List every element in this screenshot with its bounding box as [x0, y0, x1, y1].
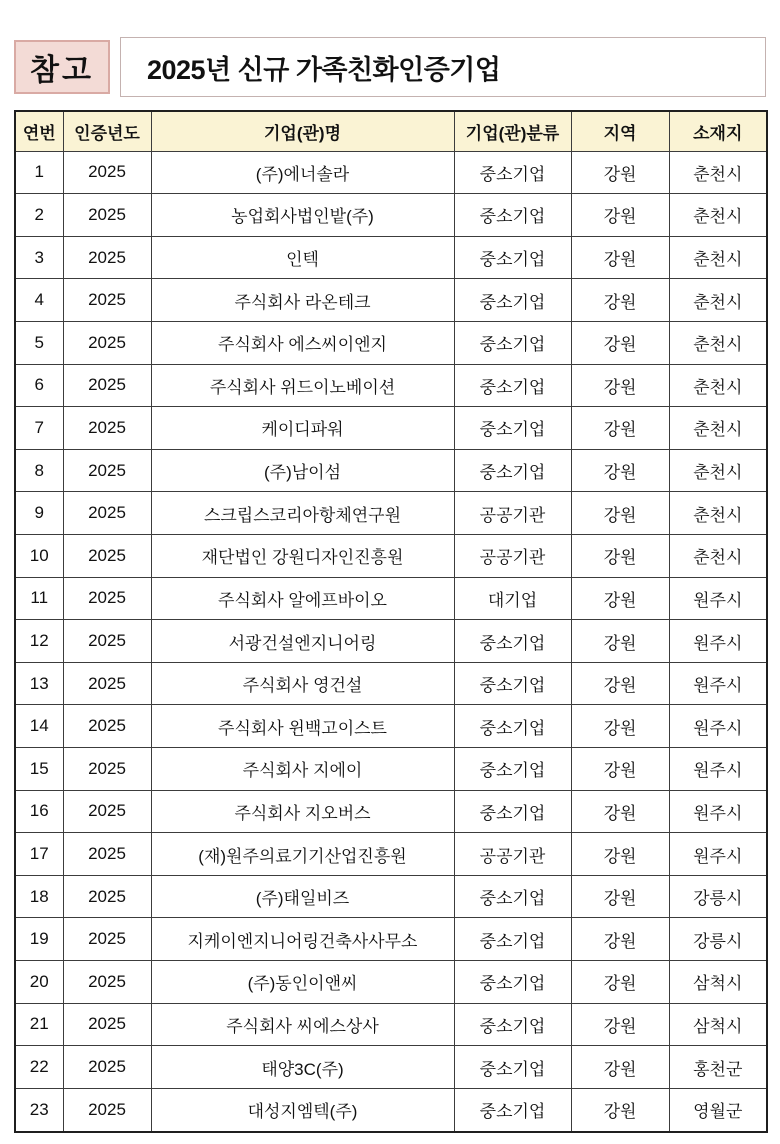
table-cell: 중소기업 [454, 875, 571, 918]
table-cell: 2025 [63, 534, 151, 577]
table-cell: 태양3C(주) [151, 1046, 454, 1089]
table-cell: 2025 [63, 833, 151, 876]
table-cell: 강원 [571, 961, 669, 1004]
table-cell: 춘천시 [669, 279, 767, 322]
table-row [15, 705, 767, 748]
table-cell: 강원 [571, 194, 669, 237]
table-cell: 강원 [571, 748, 669, 791]
table-row [15, 662, 767, 705]
table-cell: 10 [15, 534, 63, 577]
table-cell: 주식회사 영건설 [151, 662, 454, 705]
table-cell: 중소기업 [454, 279, 571, 322]
table-cell: 6 [15, 364, 63, 407]
table-cell: 원주시 [669, 705, 767, 748]
table-cell: 2025 [63, 449, 151, 492]
table-cell: 강원 [571, 407, 669, 450]
table-cell: 1 [15, 151, 63, 194]
table-cell: 강원 [571, 534, 669, 577]
table-cell: 23 [15, 1088, 63, 1132]
table-cell: 4 [15, 279, 63, 322]
table-cell: 2025 [63, 705, 151, 748]
table-cell: 중소기업 [454, 790, 571, 833]
table-row [15, 236, 767, 279]
table-cell: 춘천시 [669, 407, 767, 450]
table-cell: 강원 [571, 236, 669, 279]
table-row [15, 534, 767, 577]
table-cell: (주)태일비즈 [151, 875, 454, 918]
table-cell: (주)남이섬 [151, 449, 454, 492]
table-row [15, 151, 767, 194]
table-cell: 2025 [63, 577, 151, 620]
table-cell: 중소기업 [454, 961, 571, 1004]
table-cell: 2 [15, 194, 63, 237]
table-cell: 강원 [571, 833, 669, 876]
table-cell: 홍천군 [669, 1046, 767, 1089]
table-cell: 2025 [63, 918, 151, 961]
column-header-4: 지역 [571, 111, 669, 151]
table-cell: 중소기업 [454, 620, 571, 663]
table-row [15, 1003, 767, 1046]
table-cell: 22 [15, 1046, 63, 1089]
table-cell: 2025 [63, 1046, 151, 1089]
column-header-3: 기업(관)분류 [454, 111, 571, 151]
table-cell: 2025 [63, 662, 151, 705]
table-row [15, 961, 767, 1004]
table-cell: 공공기관 [454, 492, 571, 535]
table-row [15, 833, 767, 876]
table-cell: 17 [15, 833, 63, 876]
table-cell: 원주시 [669, 620, 767, 663]
table-cell: 강원 [571, 875, 669, 918]
table-cell: 2025 [63, 236, 151, 279]
table-cell: 20 [15, 961, 63, 1004]
table-cell: 2025 [63, 364, 151, 407]
table-cell: 5 [15, 321, 63, 364]
table-cell: 3 [15, 236, 63, 279]
table-row [15, 364, 767, 407]
table-cell: 원주시 [669, 577, 767, 620]
table-cell: 2025 [63, 321, 151, 364]
table-cell: 2025 [63, 151, 151, 194]
table-cell: 주식회사 지에이 [151, 748, 454, 791]
table-cell: 2025 [63, 279, 151, 322]
table-cell: 중소기업 [454, 705, 571, 748]
table-cell: 강원 [571, 492, 669, 535]
table-cell: 15 [15, 748, 63, 791]
table-cell: 강원 [571, 705, 669, 748]
table-cell: 주식회사 지오버스 [151, 790, 454, 833]
table-cell: 2025 [63, 194, 151, 237]
table-cell: 강원 [571, 449, 669, 492]
table-row [15, 1088, 767, 1132]
table-cell: 7 [15, 407, 63, 450]
table-cell: 강원 [571, 151, 669, 194]
table-cell: 농업회사법인밭(주) [151, 194, 454, 237]
table-cell: 9 [15, 492, 63, 535]
table-cell: 2025 [63, 407, 151, 450]
table-cell: 16 [15, 790, 63, 833]
table-cell: 삼척시 [669, 1003, 767, 1046]
table-cell: 주식회사 알에프바이오 [151, 577, 454, 620]
table-row [15, 407, 767, 450]
column-header-5: 소재지 [669, 111, 767, 151]
table-cell: 원주시 [669, 790, 767, 833]
table-cell: 2025 [63, 875, 151, 918]
table-cell: 2025 [63, 961, 151, 1004]
table-cell: 18 [15, 875, 63, 918]
table-row [15, 492, 767, 535]
table-cell: 중소기업 [454, 748, 571, 791]
page-title: 2025년 신규 가족친화인증기업 [120, 37, 766, 97]
reference-badge: 참고 [14, 40, 110, 94]
table-cell: 원주시 [669, 833, 767, 876]
table-cell: 11 [15, 577, 63, 620]
table-cell: 강원 [571, 620, 669, 663]
table-cell: 2025 [63, 1003, 151, 1046]
table-cell: 춘천시 [669, 449, 767, 492]
table-cell: 14 [15, 705, 63, 748]
table-row [15, 194, 767, 237]
table-cell: 2025 [63, 620, 151, 663]
table-cell: 지케이엔지니어링건축사사무소 [151, 918, 454, 961]
table-cell: 주식회사 에스씨이엔지 [151, 321, 454, 364]
table-cell: 원주시 [669, 662, 767, 705]
table-cell: 중소기업 [454, 662, 571, 705]
table-row [15, 279, 767, 322]
table-cell: 춘천시 [669, 492, 767, 535]
table-cell: 중소기업 [454, 1003, 571, 1046]
table-cell: 중소기업 [454, 449, 571, 492]
table-row [15, 449, 767, 492]
table-cell: 2025 [63, 1088, 151, 1132]
table-cell: 8 [15, 449, 63, 492]
table-cell: 중소기업 [454, 1088, 571, 1132]
table-cell: 중소기업 [454, 194, 571, 237]
table-cell: (주)에너솔라 [151, 151, 454, 194]
table-row [15, 748, 767, 791]
table-cell: 강원 [571, 918, 669, 961]
table-header-row [15, 111, 767, 151]
table-cell: 춘천시 [669, 534, 767, 577]
table-cell: 강원 [571, 790, 669, 833]
table-cell: 중소기업 [454, 364, 571, 407]
table-cell: 케이디파워 [151, 407, 454, 450]
table-cell: 중소기업 [454, 321, 571, 364]
table-cell: 인텍 [151, 236, 454, 279]
table-row [15, 918, 767, 961]
table-cell: 강원 [571, 321, 669, 364]
table-cell: 삼척시 [669, 961, 767, 1004]
table-row [15, 577, 767, 620]
table-cell: 춘천시 [669, 364, 767, 407]
table-cell: 서광건설엔지니어링 [151, 620, 454, 663]
table-cell: 주식회사 윈백고이스트 [151, 705, 454, 748]
table-cell: 13 [15, 662, 63, 705]
table-cell: 주식회사 라온테크 [151, 279, 454, 322]
table-cell: 강원 [571, 1046, 669, 1089]
table-cell: 19 [15, 918, 63, 961]
table-row [15, 790, 767, 833]
table-row [15, 875, 767, 918]
table-cell: 주식회사 씨에스상사 [151, 1003, 454, 1046]
table-cell: (재)원주의료기기산업진흥원 [151, 833, 454, 876]
table-cell: 대기업 [454, 577, 571, 620]
table-cell: 대성지엠텍(주) [151, 1088, 454, 1132]
table-cell: 스크립스코리아항체연구원 [151, 492, 454, 535]
table-cell: 춘천시 [669, 151, 767, 194]
table-cell: 강원 [571, 279, 669, 322]
table-cell: 2025 [63, 790, 151, 833]
certified-companies-table [14, 110, 768, 1133]
table-cell: 중소기업 [454, 151, 571, 194]
table-cell: 공공기관 [454, 534, 571, 577]
table-cell: 중소기업 [454, 407, 571, 450]
table-cell: 강릉시 [669, 918, 767, 961]
table-cell: 중소기업 [454, 236, 571, 279]
table-cell: 21 [15, 1003, 63, 1046]
table-row [15, 1046, 767, 1089]
table-cell: 영월군 [669, 1088, 767, 1132]
column-header-0: 연번 [15, 111, 63, 151]
table-cell: 2025 [63, 492, 151, 535]
table-cell: 강릉시 [669, 875, 767, 918]
table-row [15, 620, 767, 663]
table-cell: 춘천시 [669, 236, 767, 279]
page-header [14, 37, 766, 97]
table-cell: 강원 [571, 1003, 669, 1046]
table-cell: 재단법인 강원디자인진흥원 [151, 534, 454, 577]
table-cell: (주)동인이앤씨 [151, 961, 454, 1004]
table-cell: 강원 [571, 577, 669, 620]
table-row [15, 321, 767, 364]
table-cell: 춘천시 [669, 321, 767, 364]
table-cell: 춘천시 [669, 194, 767, 237]
table-cell: 강원 [571, 364, 669, 407]
table-cell: 공공기관 [454, 833, 571, 876]
table-cell: 원주시 [669, 748, 767, 791]
table-cell: 12 [15, 620, 63, 663]
table-cell: 주식회사 위드이노베이션 [151, 364, 454, 407]
column-header-2: 기업(관)명 [151, 111, 454, 151]
column-header-1: 인증년도 [63, 111, 151, 151]
table-body [15, 151, 767, 1132]
table-cell: 2025 [63, 748, 151, 791]
table-cell: 강원 [571, 662, 669, 705]
table-cell: 강원 [571, 1088, 669, 1132]
table-cell: 중소기업 [454, 1046, 571, 1089]
table-cell: 중소기업 [454, 918, 571, 961]
